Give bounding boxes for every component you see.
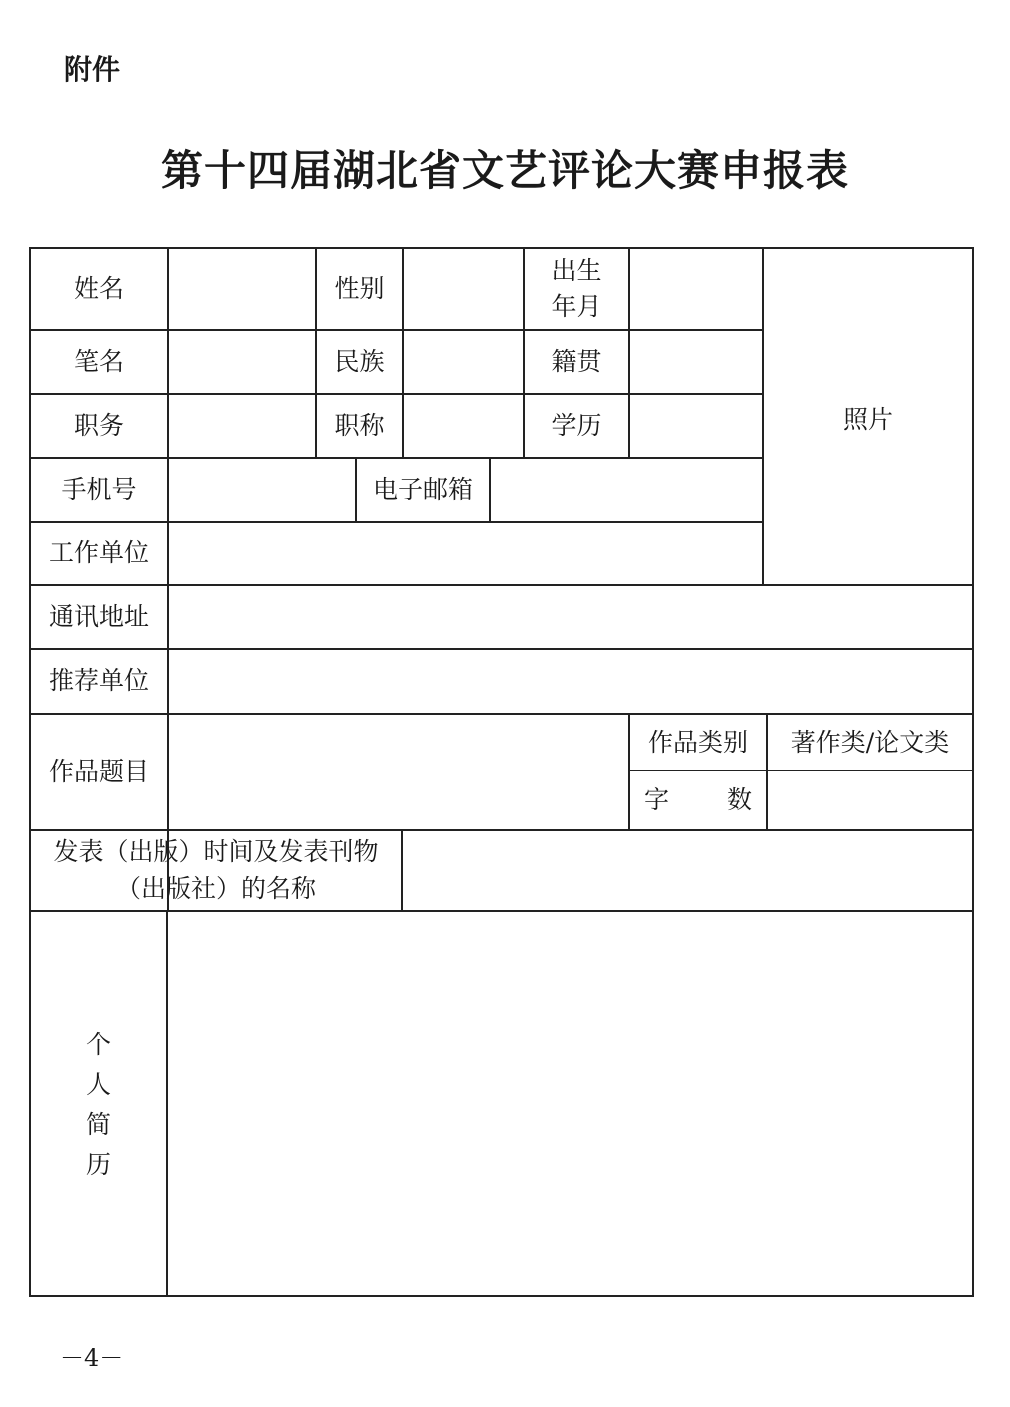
native-place-field[interactable]: [630, 331, 762, 393]
page-number: －4－: [60, 1344, 124, 1372]
ethnicity-field[interactable]: [404, 331, 523, 393]
birth-date-field[interactable]: [630, 249, 762, 329]
resume-char: 历: [85, 1150, 111, 1179]
resume-label: [31, 1020, 166, 1190]
work-title-label: 作品题目: [48, 756, 149, 786]
workplace-label: 工作单位: [48, 538, 149, 568]
recommender-label: 推荐单位: [48, 666, 149, 696]
native-place-label: 籍贯: [551, 346, 602, 376]
work-category-value[interactable]: 著作类/论文类: [790, 727, 950, 757]
photo-label: 照片: [842, 404, 893, 434]
word-count-field[interactable]: [768, 772, 972, 829]
recommender-field[interactable]: [169, 650, 972, 713]
birth-label-line1: 出生: [551, 255, 602, 285]
word-count-char2: 数: [726, 785, 752, 815]
gender-label: 性别: [334, 273, 385, 303]
name-field[interactable]: [169, 249, 315, 329]
resume-char: 个: [85, 1030, 111, 1059]
address-label: 通讯地址: [48, 601, 149, 631]
publication-label-line2: （出版社）的名称: [115, 873, 316, 903]
resume-char: 人: [85, 1070, 111, 1099]
form-title: 第十四届湖北省文艺评论大赛申报表: [160, 146, 849, 195]
publication-info-label: [31, 831, 401, 910]
education-label: 学历: [551, 410, 602, 440]
work-title-field[interactable]: [169, 715, 628, 829]
ethnicity-label: 民族: [334, 346, 385, 376]
position-label: 职务: [73, 410, 124, 440]
birth-date-label: [525, 249, 628, 329]
resume-field[interactable]: [168, 912, 972, 1295]
workplace-field[interactable]: [169, 523, 762, 584]
email-field[interactable]: [491, 459, 762, 521]
publication-info-field[interactable]: [403, 831, 972, 910]
professional-title-label: 职称: [334, 410, 385, 440]
pen-name-label: 笔名: [73, 346, 124, 376]
position-field[interactable]: [169, 395, 315, 457]
work-category-label: 作品类别: [647, 727, 748, 757]
phone-label: 手机号: [61, 474, 137, 504]
publication-label-line1: 发表（出版）时间及发表刊物: [53, 837, 379, 867]
table-border-bottom: [29, 1295, 974, 1297]
pen-name-field[interactable]: [169, 331, 315, 393]
word-count-label: [630, 772, 766, 829]
resume-char: 简: [85, 1110, 111, 1139]
professional-title-field[interactable]: [404, 395, 523, 457]
attachment-label: 附件: [64, 53, 121, 86]
education-field[interactable]: [630, 395, 762, 457]
table-border-right: [972, 247, 974, 1297]
email-label: 电子邮箱: [372, 474, 473, 504]
phone-field[interactable]: [169, 459, 355, 521]
word-count-char1: 字: [644, 785, 670, 815]
name-label: 姓名: [73, 273, 124, 303]
gender-field[interactable]: [404, 249, 523, 329]
address-field[interactable]: [169, 586, 972, 648]
birth-label-line2: 年月: [551, 292, 602, 321]
